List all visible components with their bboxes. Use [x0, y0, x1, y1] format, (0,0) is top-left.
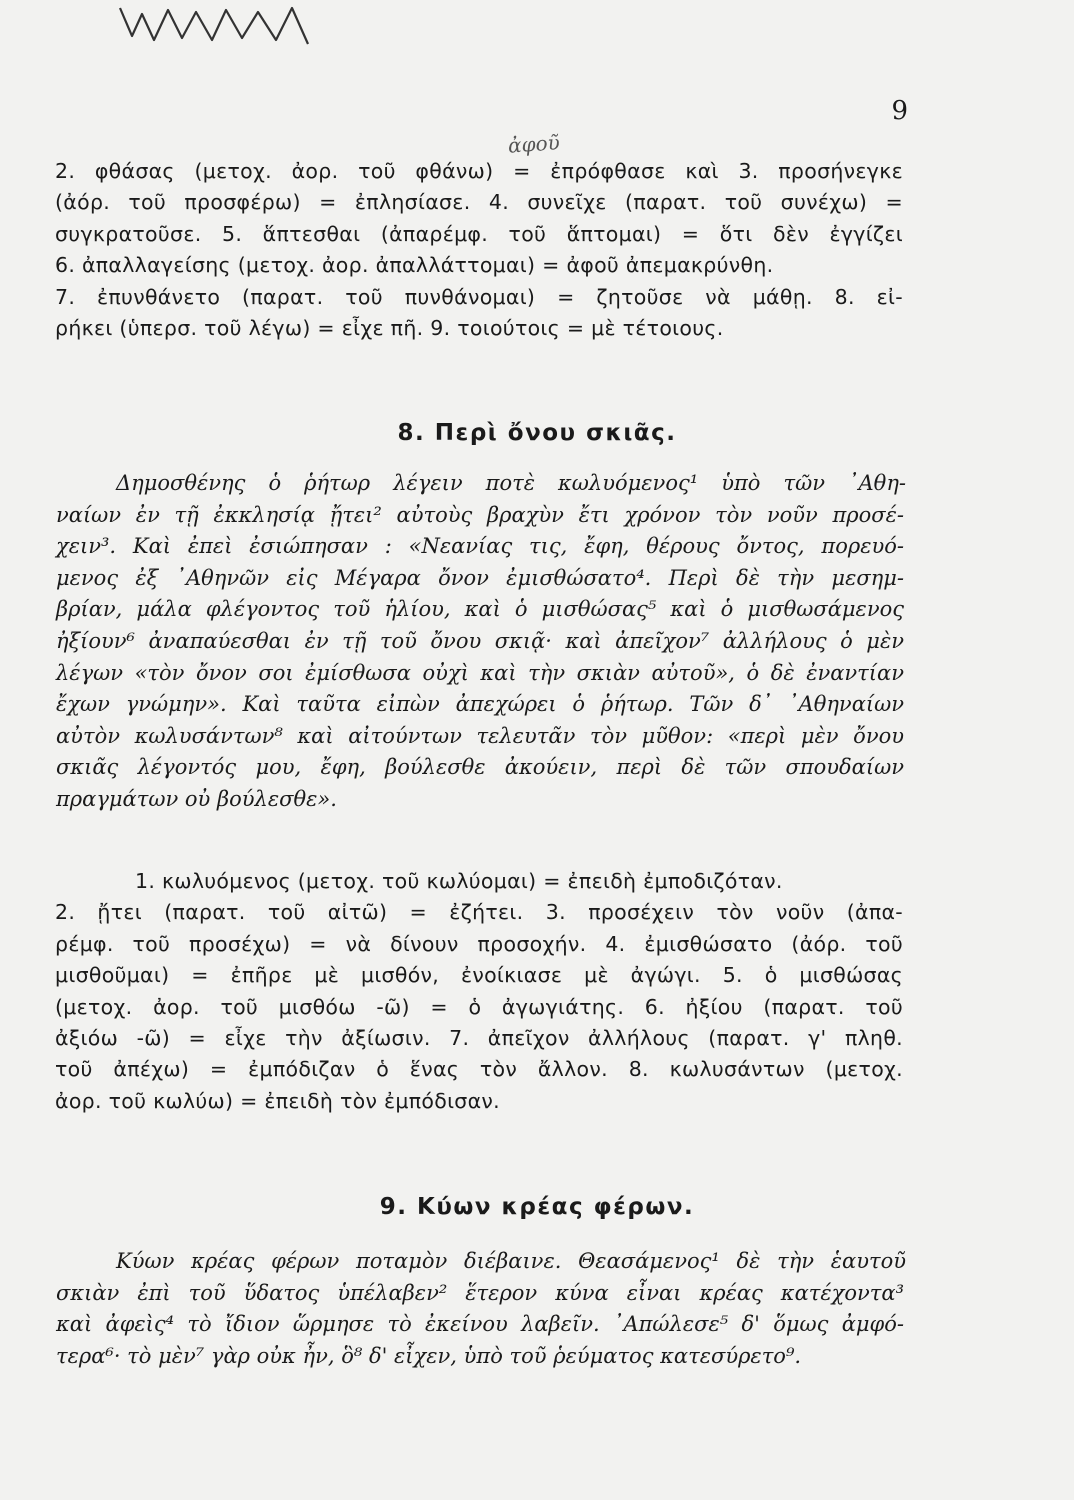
note-line: 2. ᾔτει (παρατ. τοῦ αἰτῶ) = ἐζήτει. 3. προσέχειν τὸν νοῦν (ἀπα- [55, 900, 903, 925]
text-line: μενος ἐξ ᾿Αθηνῶν εἰς Μέγαρα ὄνον ἐμισθώσατο⁴. Περὶ δὲ τὴν μεσημ- [56, 565, 904, 590]
note-line: τοῦ ἀπέχω) = ἐμπόδιζαν ὁ ἕνας τὸν ἄλλον. 8. κωλυσάντων (μετοχ. [55, 1057, 903, 1082]
note-line: 1. κωλυόμενος (μετοχ. τοῦ κωλύομαι) = ἐπειδὴ ἐμποδιζόταν. [135, 869, 783, 893]
note-line: ἀξιόω -ῶ) = εἶχε τὴν ἀξίωσιν. 7. ἀπεῖχον ἀλλήλους (παρατ. γ' πληθ. [55, 1026, 903, 1051]
text-line: πραγμάτων οὐ βούλεσθε». [56, 786, 337, 811]
section8-text [56, 468, 906, 816]
text-line: Δημοσθένης ὁ ῥήτωρ λέγειν ποτὲ κωλυόμενος¹ ὑπὸ τῶν ᾿Αθη- [116, 471, 906, 495]
note-line: συγκρατοῦσε. 5. ἅπτεσθαι (ἀπαρέμφ. τοῦ ἅπτομαι) = ὅτι δὲν ἐγγίζει [55, 221, 903, 246]
handwritten-scribble [118, 4, 358, 48]
text-line: ἠξίουν⁶ ἀναπαύεσθαι ἐν τῇ τοῦ ὄνου σκιᾷ· καὶ ἀπεῖχον⁷ ἀλλήλους ὁ μὲν [56, 628, 904, 653]
text-line: λέγων «τὸν ὄνον σοι ἐμίσθωσα οὐχὶ καὶ τὴν σκιὰν αὐτοῦ», ὁ δὲ ἐναντίαν [56, 660, 904, 685]
text-line: σκιὰν ἐπὶ τοῦ ὕδατος ὑπέλαβεν² ἕτερον κύνα εἶναι κρέας κατέχοντα³ [56, 1280, 904, 1305]
note-line: (μετοχ. ἀορ. τοῦ μισθόω -ῶ) = ὁ ἀγωγιάτης. 6. ἠξίου (παρατ. τοῦ [55, 994, 903, 1019]
page-number: 9 [891, 96, 908, 126]
note-line: ρέμφ. τοῦ προσέχω) = νὰ δίνουν προσοχήν. 4. ἐμισθώσατο (ἀόρ. τοῦ [55, 931, 903, 956]
text-line: ἔχων γνώμην». Καὶ ταῦτα εἰπὼν ἀπεχώρει ὁ ῥήτωρ. Τῶν δ᾿ ᾿Αθηναίων [56, 692, 904, 717]
text-line: αὐτὸν κωλυσάντων⁸ καὶ αἰτούντων τελευτᾶν τὸν μῦθον: «περὶ μὲν ὄνου [56, 723, 904, 748]
text-line: χειν³. Καὶ ἐπεὶ ἐσιώπησαν : «Νεανίας τις, ἔφη, θέρους ὄντος, πορευό- [56, 534, 904, 559]
section9-heading: 9. Κύων κρέας φέρων. [379, 1194, 695, 1220]
section8-heading: 8. Περὶ ὄνου σκιᾶς. [397, 420, 677, 446]
text-line: τερα⁶· τὸ μὲν⁷ γὰρ οὐκ ἦν, ὃ⁸ δ' εἶχεν, ὑπὸ τοῦ ῥεύματος κατεσύρετο⁹. [56, 1343, 802, 1368]
text-line: σκιᾶς λέγοντός μου, ἔφη, βούλεσθε ἀκούειν, περὶ δὲ τῶν σπουδαίων [56, 755, 904, 780]
text-line: ναίων ἐν τῇ ἐκκλησίᾳ ᾔτει² αὐτοὺς βραχὺν ἔτι χρόνον τὸν νοῦν προσέ- [56, 502, 904, 527]
handwritten-note: ἀφοῦ [507, 130, 561, 158]
text-line: Κύων κρέας φέρων ποταμὸν διέβαινε. Θεασάμενος¹ δὲ τὴν ἑαυτοῦ [116, 1249, 906, 1273]
note-line: ἀορ. τοῦ κωλύω) = ἐπειδὴ τὸν ἐμπόδισαν. [55, 1088, 500, 1113]
note-line: μισθοῦμαι) = ἐπῆρε μὲ μισθόν, ἐνοίκιασε μὲ ἀγώγι. 5. ὁ μισθώσας [55, 963, 903, 988]
section9-text [56, 1246, 906, 1372]
text-line: βρίαν, μάλα φλέγοντος τοῦ ἡλίου, καὶ ὁ μισθώσας⁵ καὶ ὁ μισθωσάμενος [56, 597, 904, 622]
note-line: 2. φθάσας (μετοχ. ἀορ. τοῦ φθάνω) = ἐπρόφθασε καὶ 3. προσήνεγκε [55, 159, 903, 183]
note-line: 6. ἀπαλλαγείσης (μετοχ. ἀορ. ἀπαλλάττομαι) = ἀφοῦ ἀπεμακρύνθη. [55, 253, 774, 278]
note-line: (ἀόρ. τοῦ προσφέρω) = ἐπλησίασε. 4. συνεῖχε (παρατ. τοῦ συνέχω) = [55, 190, 903, 215]
text-line: καὶ ἀφεὶς⁴ τὸ ἴδιον ὥρμησε τὸ ἐκείνου λαβεῖν. ᾿Απώλεσε⁵ δ' ὅμως ἀμφό- [56, 1312, 904, 1337]
note-line: ρήκει (ὑπερσ. τοῦ λέγω) = εἶχε πῆ. 9. τοιούτοις = μὲ τέτοιους. [55, 316, 724, 341]
section8-notes [55, 866, 903, 1117]
note-line: 7. ἐπυνθάνετο (παρατ. τοῦ πυνθάνομαι) = ζητοῦσε νὰ μάθῃ. 8. εἰ- [55, 284, 903, 309]
section7-notes [55, 156, 903, 344]
